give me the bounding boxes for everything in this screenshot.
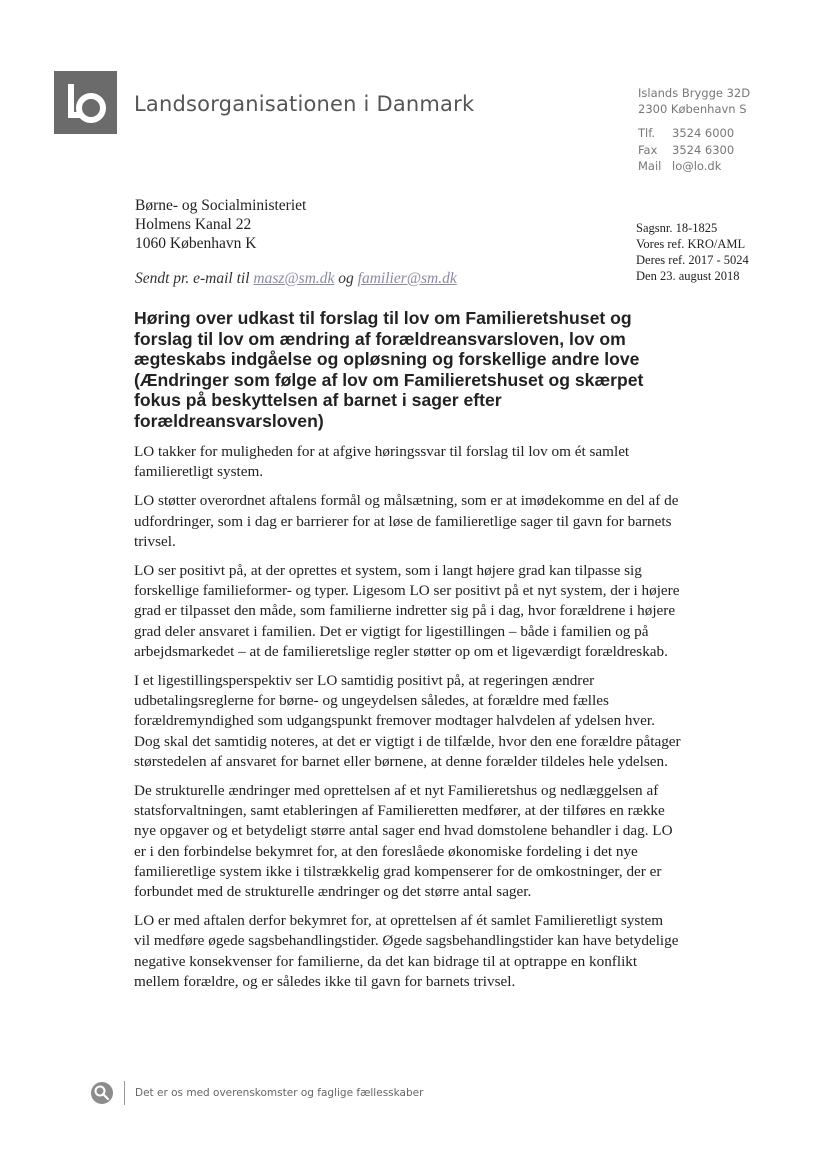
- recipient-line: Holmens Kanal 22: [135, 216, 252, 233]
- contact-phone: [638, 125, 734, 142]
- contact-fax: [638, 142, 734, 159]
- body-paragraph: LO ser positivt på, at der oprettes et system, som i langt højere grad kan tilpasse sig forskellige familieformer- og typer. Ligesom LO ser positivt på et nyt system, der i højere grad er tilpasset den måde, som familierne indretter sig på i dag, hvor forældrene i højere grad deler ansvaret i familien. Det er vigtigt for ligestillingen – både i familien og på arbejdsmarkedet – at de familieretslige regler støtter op om et ligeværdigt forældreskab.: [134, 562, 680, 660]
- footer-divider: [124, 1081, 125, 1105]
- lo-logo-icon: [54, 71, 117, 134]
- case-number: Sagsnr. 18-1825: [636, 221, 718, 235]
- address-line: 2300 København S: [638, 101, 747, 116]
- contact-value: 3524 6300: [672, 142, 735, 157]
- email-link-2[interactable]: familier@sm.dk: [357, 270, 457, 287]
- contact-label: Tlf.: [638, 126, 656, 140]
- recipient-line: Børne- og Socialministeriet: [135, 197, 307, 214]
- email-link-1[interactable]: masz@sm.dk: [253, 270, 335, 287]
- address-block: [638, 86, 750, 117]
- letter-title: Høring over udkast til forslag til lov om Familieretshuset og forslag til lov om ændring af forældreansvarsloven, lov om ægteskabs indgåelse og opløsning og forskellige andre love (Ændringer som følge af lov om Familieretshuset og skærpet fokus på beskyttelsen af barnet i sager efter forældreansvarsloven): [134, 308, 644, 431]
- sent-prefix: Sendt pr. e-mail til: [135, 270, 250, 287]
- footer-tagline: Det er os med overenskomster og faglige fællesskaber: [135, 1087, 424, 1099]
- contact-value: lo@lo.dk: [672, 159, 722, 173]
- page-footer: [90, 1080, 423, 1106]
- lo-logo: [54, 71, 117, 134]
- letter-body: [134, 442, 682, 1001]
- address-line: Islands Brygge 32D: [638, 86, 751, 100]
- contact-mail: [638, 158, 734, 175]
- body-paragraph: I et ligestillingsperspektiv ser LO samtidig positivt på, at regeringen ændrer udbetalingsreglerne for børne- og ungeydelsen således, at forældre med fælles forældremyndighed som udgangspunkt fremover modtager halvdelen af ydelsen hver. Dog skal det samtidig noteres, at det er vigtigt i de tilfælde, hvor den ene forældre påtager størstedelen af ansvaret for barnet eller børnene, at denne forælder tildeles hele ydelsen.: [134, 672, 681, 770]
- body-paragraph: LO takker for muligheden for at afgive høringssvar til forslag til lov om ét samlet familieretligt system.: [134, 443, 630, 481]
- body-paragraph: LO støtter overordnet aftalens formål og målsætning, som er at imødekomme en del af de udfordringer, som i dag er barrierer for at løse de familieretlige sager til gavn for barnets trivsel.: [134, 492, 679, 550]
- contact-value: 3524 6000: [672, 126, 735, 140]
- lo-emblem-icon: [90, 1081, 114, 1105]
- body-paragraph: LO er med aftalen derfor bekymret for, at oprettelsen af ét samlet Familieretligt system vil medføre øgede sagsbehandlingstider. Øgede sagsbehandlingstider kan have betydelige negative konsekvenser for familierne, da det kan bidrage til at optrappe en konflikt mellem forældre, og er således ikke til gavn for barnets trivsel.: [134, 912, 679, 990]
- sent-joiner: og: [338, 270, 354, 287]
- body-paragraph: De strukturelle ændringer med oprettelsen af et nyt Familieretshus og nedlæggelsen af statsforvaltningen, samt etableringen af Familieretten medfører, at der tilføres en række nye opgaver og et betydeligt større antal sager end hvad domstolene behandler i dag. LO er i den forbindelse bekymret for, at den foreslåede økonomiske fordeling i det nye familieretlige system ikke i tilstrækkelig grad kompenserer for de omkostninger, der er forbundet med de strukturelle ændringer og det større antal sager.: [134, 782, 673, 901]
- contact-block: [638, 125, 734, 175]
- org-name: Landsorganisationen i Danmark: [134, 92, 475, 116]
- letter-date: Den 23. august 2018: [636, 269, 740, 283]
- our-reference: Vores ref. KRO/AML: [636, 237, 746, 251]
- contact-label: Mail: [638, 159, 662, 173]
- contact-label: Fax: [638, 142, 658, 157]
- your-reference: Deres ref. 2017 - 5024: [636, 253, 749, 267]
- case-reference-block: [636, 220, 749, 284]
- sent-by-email-line: [135, 270, 457, 288]
- recipient-address: [135, 196, 306, 253]
- recipient-line: 1060 København K: [135, 235, 257, 252]
